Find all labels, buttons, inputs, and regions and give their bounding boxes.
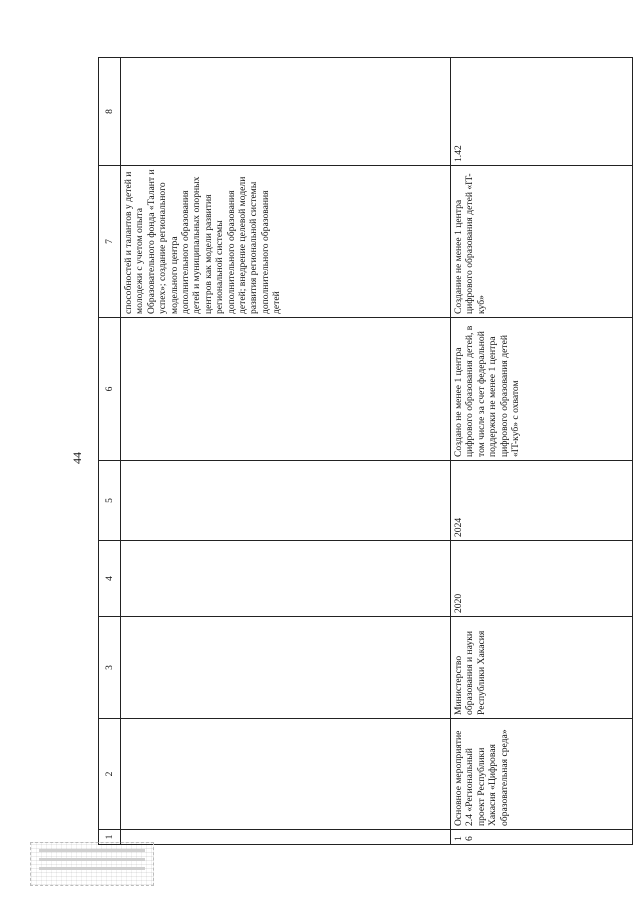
- header-cell: 4: [99, 541, 121, 617]
- stamp-line: [39, 867, 145, 870]
- table-rotated-container: [98, 58, 632, 845]
- cell-number: 16: [451, 830, 633, 845]
- stamp-line: [39, 849, 145, 852]
- stamp-line: [39, 858, 145, 861]
- registration-stamp: [30, 842, 154, 886]
- cell-expected-result: [121, 318, 451, 461]
- cell-activity: Основное мероприятие 2.4 «Региональный проект Республики Хакасия «Цифровая образовательная среда»: [451, 719, 633, 830]
- cell-end-year: 2024: [451, 461, 633, 541]
- header-cell: 1: [99, 830, 121, 845]
- cell-start-year: [121, 541, 451, 617]
- cell-start-year: 2020: [451, 541, 633, 617]
- cell-activity: [121, 719, 451, 830]
- page-number: 44: [70, 452, 84, 464]
- cell-end-year: [121, 461, 451, 541]
- header-cell: 8: [99, 58, 121, 166]
- header-cell: 3: [99, 617, 121, 719]
- program-table: [98, 57, 633, 845]
- cell-expected-result: Создано не менее 1 центра цифрового образования детей, в том числе за счет федеральной поддержки не менее 1 центра цифрового образования детей «IT-куб» с охватом: [451, 318, 633, 461]
- header-cell: 7: [99, 166, 121, 318]
- cell-executor: Министерство образования и науки Республики Хакасия: [451, 617, 633, 719]
- cell-result-text: Создание не менее 1 центра цифрового образования детей «IT-куб»: [451, 166, 633, 318]
- header-cell: 5: [99, 461, 121, 541]
- header-cell: 6: [99, 318, 121, 461]
- cell-indicator: [121, 58, 451, 166]
- cell-number: [121, 830, 451, 845]
- table-row: [451, 58, 633, 845]
- header-cell: 2: [99, 719, 121, 830]
- cell-indicator: 1.42: [451, 58, 633, 166]
- table-row: [121, 58, 451, 845]
- cell-executor: [121, 617, 451, 719]
- cell-result-text: способностей и талантов у детей и молодежи с учетом опыта Образовательного фонда «Талант и успех»; создание регионального модельного центра дополнительного образования детей и муниципальных опорных центров как модели развития региональной системы дополнительного образования детей; внедрение целевой модели развития региональной системы дополнительного образования детей: [121, 166, 451, 318]
- table-header-row: [99, 58, 121, 845]
